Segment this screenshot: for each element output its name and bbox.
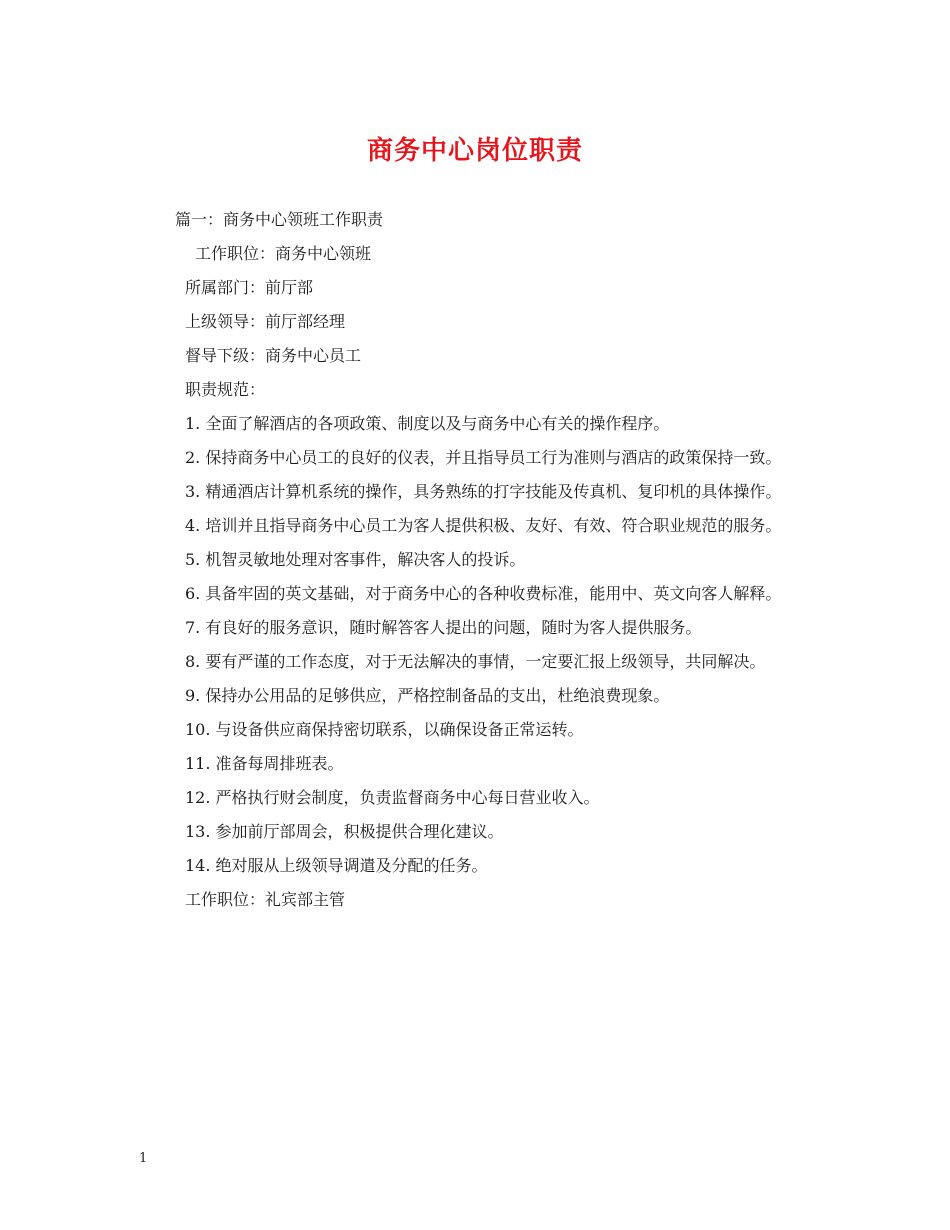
duty-item: 4. 培训并且指导商务中心员工为客人提供积极、友好、有效、符合职业规范的服务。 <box>185 516 782 535</box>
document-title: 商务中心岗位职责 <box>366 136 583 166</box>
duty-item: 11. 准备每周排班表。 <box>185 754 344 773</box>
next-position-line: 工作职位：礼宾部主管 <box>185 890 346 909</box>
superior-line: 上级领导：前厅部经理 <box>185 312 346 331</box>
page-number: 1 <box>139 1151 148 1166</box>
duty-item: 8. 要有严谨的工作态度，对于无法解决的事情，一定要汇报上级领导，共同解决。 <box>185 652 766 671</box>
document-body <box>139 203 814 917</box>
position-line: 工作职位：商务中心领班 <box>195 244 372 263</box>
duty-item: 10. 与设备供应商保持密切联系，以确保设备正常运转。 <box>185 720 584 739</box>
duty-item: 13. 参加前厅部周会，积极提供合理化建议。 <box>185 822 504 841</box>
duty-item: 12. 严格执行财会制度，负责监督商务中心每日营业收入。 <box>185 788 600 807</box>
department-line: 所属部门：前厅部 <box>185 278 314 297</box>
section-heading: 篇一：商务中心领班工作职责 <box>175 210 384 229</box>
duty-item: 14. 绝对服从上级领导调遣及分配的任务。 <box>185 856 488 875</box>
duty-item: 1. 全面了解酒店的各项政策、制度以及与商务中心有关的操作程序。 <box>185 414 670 433</box>
duty-item: 7. 有良好的服务意识，随时解答客人提出的问题，随时为客人提供服务。 <box>185 618 702 637</box>
duty-item: 9. 保持办公用品的足够供应，严格控制备品的支出，杜绝浪费现象。 <box>185 686 670 705</box>
duty-item: 2. 保持商务中心员工的良好的仪表，并且指导员工行为准则与酒店的政策保持一致。 <box>185 448 782 467</box>
subordinate-line: 督导下级：商务中心员工 <box>185 346 362 365</box>
duty-item: 6. 具备牢固的英文基础，对于商务中心的各种收费标准，能用中、英文向客人解释。 <box>185 584 782 603</box>
duties-heading: 职责规范： <box>185 380 266 399</box>
duty-item: 5. 机智灵敏地处理对客事件，解决客人的投诉。 <box>185 550 526 569</box>
duty-item: 3. 精通酒店计算机系统的操作，具务熟练的打字技能及传真机、复印机的具体操作。 <box>185 482 782 501</box>
